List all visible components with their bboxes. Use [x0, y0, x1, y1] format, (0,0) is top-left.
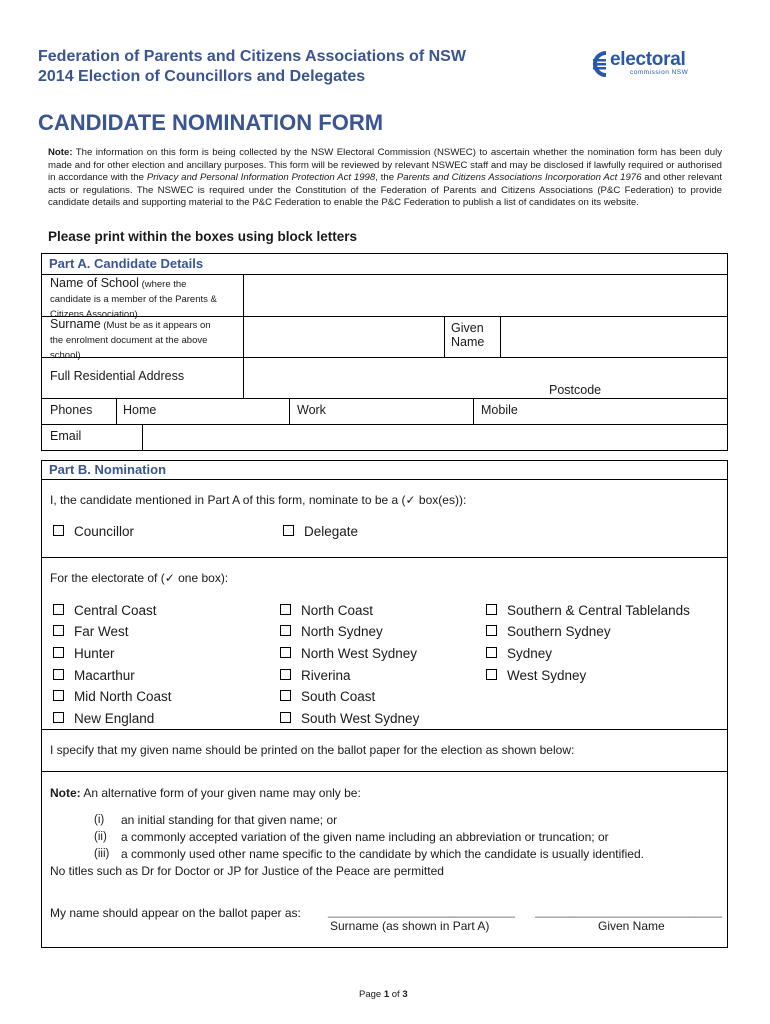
alt-item-text: an initial standing for that given name; or: [121, 813, 338, 827]
no-titles-text: No titles such as Dr for Doctor or JP for Justice of the Peace are permitted: [50, 864, 444, 878]
privacy-note: Note: The information on this form is being collected by the NSW Electoral Commission (NSWEC) to ascertain whether the nomination form has been duly made and for other election and ancillary purposes. This form will be reviewed by relevant NSWEC staff and may be disclosed if lawfully required or authorised in accordance with the Privacy and Personal Information Protection Act 1998, the Parents and Citizens Associations Incorporation Act 1976 and other relevant acts or regulations. The NSWEC is required under the Constitution of the Federation of Parents and Citizens Associations (P&C Federation) to provide candidate details and supporting material to the P&C Federation to enable the P&C Federation to publish a list of candidates on its website.: [48, 147, 722, 208]
logo-e-icon: [586, 50, 612, 78]
surname-input[interactable]: [244, 317, 444, 357]
electorate-option[interactable]: South Coast: [280, 689, 375, 704]
electorate-option[interactable]: Hunter: [53, 646, 115, 661]
nominate-text: I, the candidate mentioned in Part A of this form, nominate to be a (✓ box(es)):: [50, 493, 467, 507]
electorate-option[interactable]: Far West: [53, 624, 129, 639]
electorate-option[interactable]: Macarthur: [53, 668, 135, 683]
electorate-option[interactable]: New England: [53, 711, 154, 726]
mobile-label: Mobile: [481, 403, 518, 417]
alt-item-num: (iii): [94, 848, 110, 860]
given-name-input[interactable]: [501, 317, 728, 357]
phones-label: Phones: [50, 403, 93, 417]
address-input[interactable]: [244, 358, 728, 398]
electorate-option[interactable]: North Sydney: [280, 624, 383, 639]
electorate-option[interactable]: North West Sydney: [280, 646, 417, 661]
logo-wordmark: electoral: [610, 49, 686, 70]
alternative-note: Note: An alternative form of your given name may only be:: [50, 786, 361, 800]
surname-label: Surname (Must be as it appears on the enrolment document at the above school): [50, 317, 211, 361]
logo-subtext: commission NSW: [630, 69, 689, 76]
email-label: Email: [50, 429, 82, 443]
electoral-commission-logo: [586, 47, 706, 81]
electorate-option[interactable]: Southern Sydney: [486, 624, 611, 639]
delegate-checkbox[interactable]: [283, 525, 294, 536]
work-label: Work: [297, 403, 326, 417]
given-name-caption: Given Name: [598, 919, 665, 933]
ballot-surname-blank[interactable]: ____________________________: [328, 904, 515, 918]
school-name-input[interactable]: [244, 275, 728, 316]
delegate-option[interactable]: Delegate: [283, 524, 358, 539]
given-name-label: Given Name: [451, 321, 485, 349]
electorate-option[interactable]: West Sydney: [486, 668, 586, 683]
councillor-checkbox[interactable]: [53, 525, 64, 536]
electorate-text: For the electorate of (✓ one box):: [50, 571, 229, 585]
page-number: Page 1 of 3: [359, 989, 408, 1000]
specify-text: I specify that my given name should be printed on the ballot paper for the election as shown below:: [50, 743, 575, 757]
address-label: Full Residential Address: [50, 369, 185, 383]
surname-caption: Surname (as shown in Part A): [330, 919, 490, 933]
privacy-note-label: Note:: [48, 147, 73, 158]
part-a-heading: Part A. Candidate Details: [49, 256, 204, 271]
alt-item-num: (ii): [94, 831, 107, 843]
home-label: Home: [123, 403, 157, 417]
electorate-option[interactable]: North Coast: [280, 603, 373, 618]
postcode-label: Postcode: [549, 383, 602, 397]
part-b-heading: Part B. Nomination: [49, 462, 167, 477]
email-input[interactable]: [143, 425, 728, 451]
alt-item-num: (i): [94, 814, 105, 826]
electorate-option[interactable]: Sydney: [486, 646, 552, 661]
electorate-option[interactable]: South West Sydney: [280, 711, 419, 726]
electorate-option[interactable]: Riverina: [280, 668, 351, 683]
alt-item-text: a commonly used other name specific to the candidate by which the candidate is usually identified.: [121, 847, 644, 861]
ballot-name-label: My name should appear on the ballot paper as:: [50, 906, 301, 920]
print-instruction: Please print within the boxes using block letters: [48, 229, 358, 244]
councillor-option[interactable]: Councillor: [53, 524, 134, 539]
form-title: CANDIDATE NOMINATION FORM: [38, 110, 384, 135]
school-label: Name of School (where the candidate is a member of the Parents & Citizens Association): [50, 276, 217, 320]
alt-item-text: a commonly accepted variation of the given name including an abbreviation or truncation; or: [121, 830, 609, 844]
header-election: 2014 Election of Councillors and Delegates: [38, 68, 366, 85]
header-org: Federation of Parents and Citizens Associations of NSW: [38, 48, 466, 65]
electorate-option[interactable]: Mid North Coast: [53, 689, 172, 704]
electorate-option[interactable]: Central Coast: [53, 603, 157, 618]
ballot-given-name-blank[interactable]: ____________________________: [535, 904, 722, 918]
electorate-option[interactable]: Southern & Central Tablelands: [486, 603, 690, 618]
